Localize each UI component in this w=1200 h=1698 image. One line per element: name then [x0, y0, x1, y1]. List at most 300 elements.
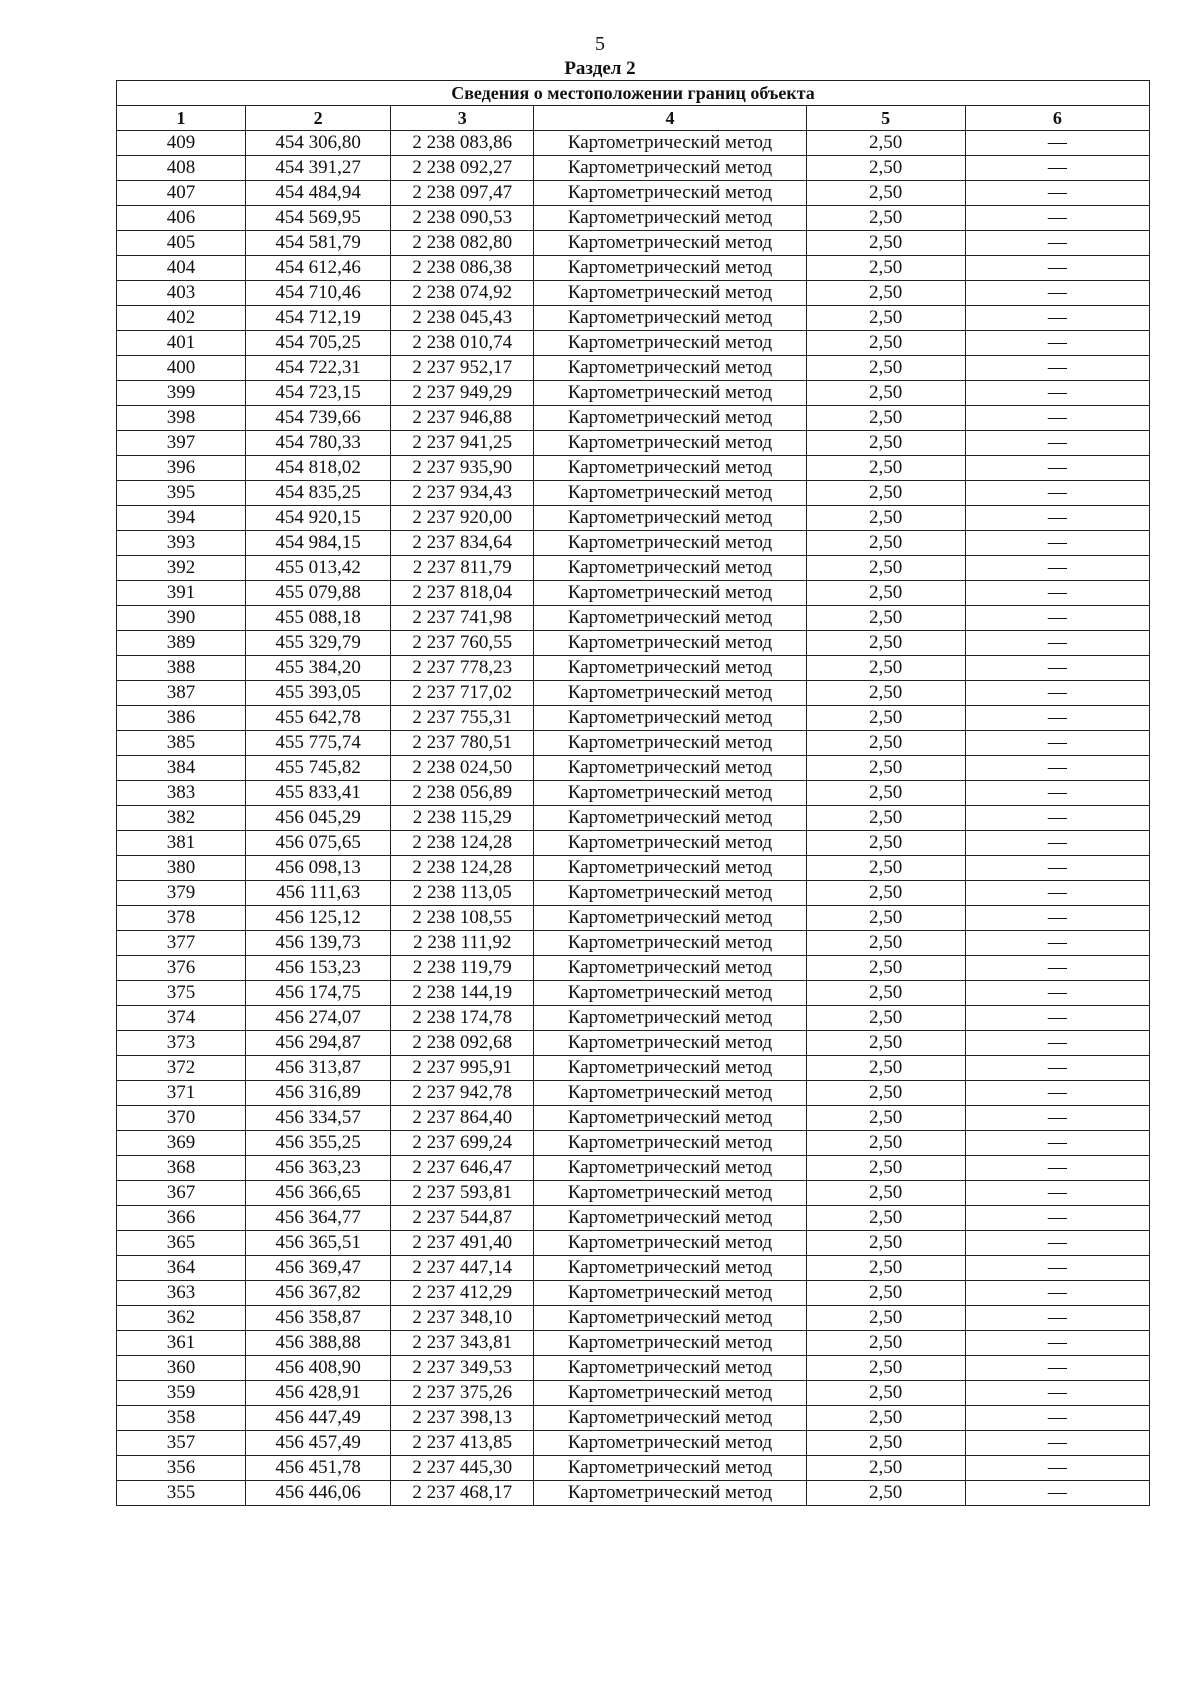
method-cell: Картометрический метод [534, 806, 806, 831]
y-coordinate-cell: 2 237 942,78 [391, 1081, 534, 1106]
point-number-cell: 407 [117, 181, 246, 206]
y-coordinate-cell: 2 237 447,14 [391, 1256, 534, 1281]
x-coordinate-cell: 455 013,42 [246, 556, 391, 581]
method-cell: Картометрический метод [534, 631, 806, 656]
extra-cell: — [965, 206, 1149, 231]
point-number-cell: 374 [117, 1006, 246, 1031]
accuracy-cell: 2,50 [806, 606, 965, 631]
x-coordinate-cell: 454 705,25 [246, 331, 391, 356]
accuracy-cell: 2,50 [806, 931, 965, 956]
accuracy-cell: 2,50 [806, 581, 965, 606]
y-coordinate-cell: 2 238 082,80 [391, 231, 534, 256]
method-cell: Картометрический метод [534, 156, 806, 181]
x-coordinate-cell: 455 745,82 [246, 756, 391, 781]
x-coordinate-cell: 456 447,49 [246, 1406, 391, 1431]
extra-cell: — [965, 1431, 1149, 1456]
y-coordinate-cell: 2 237 952,17 [391, 356, 534, 381]
x-coordinate-cell: 456 274,07 [246, 1006, 391, 1031]
extra-cell: — [965, 981, 1149, 1006]
method-cell: Картометрический метод [534, 456, 806, 481]
method-cell: Картометрический метод [534, 1156, 806, 1181]
accuracy-cell: 2,50 [806, 806, 965, 831]
y-coordinate-cell: 2 237 811,79 [391, 556, 534, 581]
x-coordinate-cell: 456 369,47 [246, 1256, 391, 1281]
table-row [117, 581, 1150, 606]
y-coordinate-cell: 2 237 445,30 [391, 1456, 534, 1481]
y-coordinate-cell: 2 238 108,55 [391, 906, 534, 931]
extra-cell: — [965, 1381, 1149, 1406]
accuracy-cell: 2,50 [806, 1306, 965, 1331]
point-number-cell: 401 [117, 331, 246, 356]
extra-cell: — [965, 631, 1149, 656]
table-row [117, 1181, 1150, 1206]
x-coordinate-cell: 455 775,74 [246, 731, 391, 756]
x-coordinate-cell: 456 358,87 [246, 1306, 391, 1331]
point-number-cell: 356 [117, 1456, 246, 1481]
accuracy-cell: 2,50 [806, 956, 965, 981]
accuracy-cell: 2,50 [806, 1481, 965, 1506]
method-cell: Картометрический метод [534, 331, 806, 356]
y-coordinate-cell: 2 237 755,31 [391, 706, 534, 731]
y-coordinate-cell: 2 238 124,28 [391, 856, 534, 881]
y-coordinate-cell: 2 237 995,91 [391, 1056, 534, 1081]
y-coordinate-cell: 2 238 097,47 [391, 181, 534, 206]
column-header: 6 [965, 106, 1149, 131]
y-coordinate-cell: 2 238 115,29 [391, 806, 534, 831]
extra-cell: — [965, 1481, 1149, 1506]
point-number-cell: 387 [117, 681, 246, 706]
extra-cell: — [965, 431, 1149, 456]
method-cell: Картометрический метод [534, 1231, 806, 1256]
method-cell: Картометрический метод [534, 1056, 806, 1081]
extra-cell: — [965, 131, 1149, 156]
method-cell: Картометрический метод [534, 1481, 806, 1506]
method-cell: Картометрический метод [534, 756, 806, 781]
point-number-cell: 378 [117, 906, 246, 931]
y-coordinate-cell: 2 238 010,74 [391, 331, 534, 356]
extra-cell: — [965, 181, 1149, 206]
section-title: Раздел 2 [564, 58, 636, 79]
extra-cell: — [965, 1006, 1149, 1031]
x-coordinate-cell: 454 835,25 [246, 481, 391, 506]
accuracy-cell: 2,50 [806, 406, 965, 431]
point-number-cell: 384 [117, 756, 246, 781]
extra-cell: — [965, 856, 1149, 881]
point-number-cell: 382 [117, 806, 246, 831]
method-cell: Картометрический метод [534, 1356, 806, 1381]
point-number-cell: 388 [117, 656, 246, 681]
method-cell: Картометрический метод [534, 256, 806, 281]
x-coordinate-cell: 455 079,88 [246, 581, 391, 606]
point-number-cell: 371 [117, 1081, 246, 1106]
y-coordinate-cell: 2 237 375,26 [391, 1381, 534, 1406]
accuracy-cell: 2,50 [806, 1181, 965, 1206]
method-cell: Картометрический метод [534, 306, 806, 331]
table-caption: Сведения о местоположении границ объекта [117, 81, 1150, 106]
accuracy-cell: 2,50 [806, 356, 965, 381]
x-coordinate-cell: 454 739,66 [246, 406, 391, 431]
point-number-cell: 360 [117, 1356, 246, 1381]
extra-cell: — [965, 1131, 1149, 1156]
y-coordinate-cell: 2 237 646,47 [391, 1156, 534, 1181]
coordinates-table [116, 80, 1150, 1506]
point-number-cell: 398 [117, 406, 246, 431]
accuracy-cell: 2,50 [806, 481, 965, 506]
extra-cell: — [965, 381, 1149, 406]
method-cell: Картометрический метод [534, 706, 806, 731]
table-row [117, 806, 1150, 831]
accuracy-cell: 2,50 [806, 1231, 965, 1256]
extra-cell: — [965, 306, 1149, 331]
point-number-cell: 369 [117, 1131, 246, 1156]
method-cell: Картометрический метод [534, 481, 806, 506]
table-row [117, 1481, 1150, 1506]
point-number-cell: 402 [117, 306, 246, 331]
table-row [117, 856, 1150, 881]
column-header: 3 [391, 106, 534, 131]
point-number-cell: 367 [117, 1181, 246, 1206]
point-number-cell: 379 [117, 881, 246, 906]
x-coordinate-cell: 456 355,25 [246, 1131, 391, 1156]
method-cell: Картометрический метод [534, 981, 806, 1006]
point-number-cell: 393 [117, 531, 246, 556]
extra-cell: — [965, 331, 1149, 356]
extra-cell: — [965, 531, 1149, 556]
accuracy-cell: 2,50 [806, 1431, 965, 1456]
y-coordinate-cell: 2 238 086,38 [391, 256, 534, 281]
table-row [117, 206, 1150, 231]
table-row [117, 1106, 1150, 1131]
extra-cell: — [965, 1256, 1149, 1281]
x-coordinate-cell: 456 388,88 [246, 1331, 391, 1356]
table-row [117, 331, 1150, 356]
point-number-cell: 376 [117, 956, 246, 981]
point-number-cell: 380 [117, 856, 246, 881]
method-cell: Картометрический метод [534, 431, 806, 456]
method-cell: Картометрический метод [534, 231, 806, 256]
table-row [117, 1406, 1150, 1431]
point-number-cell: 394 [117, 506, 246, 531]
table-row [117, 1056, 1150, 1081]
table-row [117, 231, 1150, 256]
table-row [117, 1156, 1150, 1181]
page-number: 5 [595, 33, 605, 55]
y-coordinate-cell: 2 238 074,92 [391, 281, 534, 306]
y-coordinate-cell: 2 237 349,53 [391, 1356, 534, 1381]
extra-cell: — [965, 1406, 1149, 1431]
table-row [117, 631, 1150, 656]
method-cell: Картометрический метод [534, 181, 806, 206]
x-coordinate-cell: 454 391,27 [246, 156, 391, 181]
y-coordinate-cell: 2 237 699,24 [391, 1131, 534, 1156]
accuracy-cell: 2,50 [806, 1156, 965, 1181]
table-row [117, 181, 1150, 206]
extra-cell: — [965, 156, 1149, 181]
point-number-cell: 381 [117, 831, 246, 856]
accuracy-cell: 2,50 [806, 331, 965, 356]
table-row [117, 956, 1150, 981]
x-coordinate-cell: 454 712,19 [246, 306, 391, 331]
method-cell: Картометрический метод [534, 1331, 806, 1356]
accuracy-cell: 2,50 [806, 256, 965, 281]
extra-cell: — [965, 1056, 1149, 1081]
point-number-cell: 358 [117, 1406, 246, 1431]
point-number-cell: 361 [117, 1331, 246, 1356]
point-number-cell: 406 [117, 206, 246, 231]
method-cell: Картометрический метод [534, 531, 806, 556]
accuracy-cell: 2,50 [806, 881, 965, 906]
accuracy-cell: 2,50 [806, 1056, 965, 1081]
accuracy-cell: 2,50 [806, 456, 965, 481]
table-header-row [117, 106, 1150, 131]
table-row [117, 456, 1150, 481]
method-cell: Картометрический метод [534, 1181, 806, 1206]
table-row [117, 406, 1150, 431]
accuracy-cell: 2,50 [806, 556, 965, 581]
extra-cell: — [965, 256, 1149, 281]
point-number-cell: 364 [117, 1256, 246, 1281]
extra-cell: — [965, 456, 1149, 481]
method-cell: Картометрический метод [534, 1006, 806, 1031]
y-coordinate-cell: 2 238 024,50 [391, 756, 534, 781]
y-coordinate-cell: 2 238 113,05 [391, 881, 534, 906]
method-cell: Картометрический метод [534, 556, 806, 581]
x-coordinate-cell: 454 984,15 [246, 531, 391, 556]
method-cell: Картометрический метод [534, 931, 806, 956]
table-row [117, 706, 1150, 731]
method-cell: Картометрический метод [534, 606, 806, 631]
y-coordinate-cell: 2 237 946,88 [391, 406, 534, 431]
y-coordinate-cell: 2 237 348,10 [391, 1306, 534, 1331]
point-number-cell: 409 [117, 131, 246, 156]
accuracy-cell: 2,50 [806, 656, 965, 681]
accuracy-cell: 2,50 [806, 681, 965, 706]
table-row [117, 1456, 1150, 1481]
extra-cell: — [965, 281, 1149, 306]
x-coordinate-cell: 456 446,06 [246, 1481, 391, 1506]
column-header: 2 [246, 106, 391, 131]
extra-cell: — [965, 606, 1149, 631]
point-number-cell: 372 [117, 1056, 246, 1081]
x-coordinate-cell: 454 569,95 [246, 206, 391, 231]
column-header: 5 [806, 106, 965, 131]
point-number-cell: 362 [117, 1306, 246, 1331]
extra-cell: — [965, 1306, 1149, 1331]
accuracy-cell: 2,50 [806, 731, 965, 756]
x-coordinate-cell: 456 313,87 [246, 1056, 391, 1081]
point-number-cell: 383 [117, 781, 246, 806]
table-row [117, 781, 1150, 806]
accuracy-cell: 2,50 [806, 1331, 965, 1356]
extra-cell: — [965, 1456, 1149, 1481]
y-coordinate-cell: 2 238 083,86 [391, 131, 534, 156]
extra-cell: — [965, 1356, 1149, 1381]
y-coordinate-cell: 2 237 398,13 [391, 1406, 534, 1431]
accuracy-cell: 2,50 [806, 531, 965, 556]
x-coordinate-cell: 454 710,46 [246, 281, 391, 306]
extra-cell: — [965, 1331, 1149, 1356]
point-number-cell: 375 [117, 981, 246, 1006]
table-row [117, 1131, 1150, 1156]
point-number-cell: 389 [117, 631, 246, 656]
point-number-cell: 399 [117, 381, 246, 406]
accuracy-cell: 2,50 [806, 206, 965, 231]
accuracy-cell: 2,50 [806, 1281, 965, 1306]
x-coordinate-cell: 456 111,63 [246, 881, 391, 906]
y-coordinate-cell: 2 237 413,85 [391, 1431, 534, 1456]
accuracy-cell: 2,50 [806, 1381, 965, 1406]
y-coordinate-cell: 2 238 124,28 [391, 831, 534, 856]
y-coordinate-cell: 2 237 818,04 [391, 581, 534, 606]
x-coordinate-cell: 455 088,18 [246, 606, 391, 631]
x-coordinate-cell: 456 367,82 [246, 1281, 391, 1306]
x-coordinate-cell: 456 153,23 [246, 956, 391, 981]
method-cell: Картометрический метод [534, 656, 806, 681]
x-coordinate-cell: 456 428,91 [246, 1381, 391, 1406]
accuracy-cell: 2,50 [806, 781, 965, 806]
extra-cell: — [965, 906, 1149, 931]
x-coordinate-cell: 456 125,12 [246, 906, 391, 931]
y-coordinate-cell: 2 238 174,78 [391, 1006, 534, 1031]
y-coordinate-cell: 2 238 090,53 [391, 206, 534, 231]
x-coordinate-cell: 456 174,75 [246, 981, 391, 1006]
accuracy-cell: 2,50 [806, 1006, 965, 1031]
y-coordinate-cell: 2 238 045,43 [391, 306, 534, 331]
method-cell: Картометрический метод [534, 856, 806, 881]
method-cell: Картометрический метод [534, 581, 806, 606]
y-coordinate-cell: 2 238 092,27 [391, 156, 534, 181]
point-number-cell: 365 [117, 1231, 246, 1256]
table-row [117, 256, 1150, 281]
y-coordinate-cell: 2 238 144,19 [391, 981, 534, 1006]
x-coordinate-cell: 455 329,79 [246, 631, 391, 656]
extra-cell: — [965, 931, 1149, 956]
table-row [117, 906, 1150, 931]
y-coordinate-cell: 2 237 412,29 [391, 1281, 534, 1306]
method-cell: Картометрический метод [534, 1106, 806, 1131]
y-coordinate-cell: 2 237 717,02 [391, 681, 534, 706]
method-cell: Картометрический метод [534, 831, 806, 856]
table-row [117, 1331, 1150, 1356]
extra-cell: — [965, 1181, 1149, 1206]
extra-cell: — [965, 1081, 1149, 1106]
x-coordinate-cell: 456 364,77 [246, 1206, 391, 1231]
y-coordinate-cell: 2 238 111,92 [391, 931, 534, 956]
x-coordinate-cell: 454 484,94 [246, 181, 391, 206]
x-coordinate-cell: 456 294,87 [246, 1031, 391, 1056]
method-cell: Картометрический метод [534, 1131, 806, 1156]
x-coordinate-cell: 456 139,73 [246, 931, 391, 956]
extra-cell: — [965, 656, 1149, 681]
point-number-cell: 359 [117, 1381, 246, 1406]
extra-cell: — [965, 231, 1149, 256]
y-coordinate-cell: 2 237 491,40 [391, 1231, 534, 1256]
extra-cell: — [965, 356, 1149, 381]
y-coordinate-cell: 2 237 935,90 [391, 456, 534, 481]
x-coordinate-cell: 454 306,80 [246, 131, 391, 156]
accuracy-cell: 2,50 [806, 1206, 965, 1231]
point-number-cell: 397 [117, 431, 246, 456]
accuracy-cell: 2,50 [806, 1081, 965, 1106]
extra-cell: — [965, 781, 1149, 806]
table-row [117, 1431, 1150, 1456]
table-row [117, 381, 1150, 406]
column-header: 4 [534, 106, 806, 131]
method-cell: Картометрический метод [534, 881, 806, 906]
table-row [117, 531, 1150, 556]
x-coordinate-cell: 456 363,23 [246, 1156, 391, 1181]
table-row [117, 431, 1150, 456]
method-cell: Картометрический метод [534, 731, 806, 756]
point-number-cell: 400 [117, 356, 246, 381]
y-coordinate-cell: 2 238 092,68 [391, 1031, 534, 1056]
y-coordinate-cell: 2 237 343,81 [391, 1331, 534, 1356]
accuracy-cell: 2,50 [806, 431, 965, 456]
accuracy-cell: 2,50 [806, 706, 965, 731]
y-coordinate-cell: 2 237 941,25 [391, 431, 534, 456]
table-row [117, 1206, 1150, 1231]
method-cell: Картометрический метод [534, 206, 806, 231]
point-number-cell: 403 [117, 281, 246, 306]
point-number-cell: 377 [117, 931, 246, 956]
method-cell: Картометрический метод [534, 356, 806, 381]
x-coordinate-cell: 454 818,02 [246, 456, 391, 481]
x-coordinate-cell: 455 642,78 [246, 706, 391, 731]
table-row [117, 756, 1150, 781]
y-coordinate-cell: 2 237 934,43 [391, 481, 534, 506]
extra-cell: — [965, 681, 1149, 706]
y-coordinate-cell: 2 237 593,81 [391, 1181, 534, 1206]
extra-cell: — [965, 581, 1149, 606]
y-coordinate-cell: 2 237 778,23 [391, 656, 534, 681]
method-cell: Картометрический метод [534, 956, 806, 981]
method-cell: Картометрический метод [534, 506, 806, 531]
point-number-cell: 391 [117, 581, 246, 606]
point-number-cell: 396 [117, 456, 246, 481]
accuracy-cell: 2,50 [806, 831, 965, 856]
x-coordinate-cell: 456 075,65 [246, 831, 391, 856]
table-row [117, 506, 1150, 531]
extra-cell: — [965, 831, 1149, 856]
point-number-cell: 385 [117, 731, 246, 756]
extra-cell: — [965, 806, 1149, 831]
table-row [117, 606, 1150, 631]
x-coordinate-cell: 454 920,15 [246, 506, 391, 531]
accuracy-cell: 2,50 [806, 981, 965, 1006]
table-row [117, 1256, 1150, 1281]
method-cell: Картометрический метод [534, 1306, 806, 1331]
table-body [117, 131, 1150, 1506]
x-coordinate-cell: 456 457,49 [246, 1431, 391, 1456]
table-caption-row [117, 81, 1150, 106]
x-coordinate-cell: 455 393,05 [246, 681, 391, 706]
table-row [117, 831, 1150, 856]
table-row [117, 681, 1150, 706]
extra-cell: — [965, 956, 1149, 981]
point-number-cell: 357 [117, 1431, 246, 1456]
point-number-cell: 355 [117, 1481, 246, 1506]
accuracy-cell: 2,50 [806, 1106, 965, 1131]
y-coordinate-cell: 2 238 119,79 [391, 956, 534, 981]
extra-cell: — [965, 1281, 1149, 1306]
extra-cell: — [965, 731, 1149, 756]
point-number-cell: 370 [117, 1106, 246, 1131]
accuracy-cell: 2,50 [806, 856, 965, 881]
accuracy-cell: 2,50 [806, 1031, 965, 1056]
table-row [117, 131, 1150, 156]
table-row [117, 481, 1150, 506]
extra-cell: — [965, 506, 1149, 531]
